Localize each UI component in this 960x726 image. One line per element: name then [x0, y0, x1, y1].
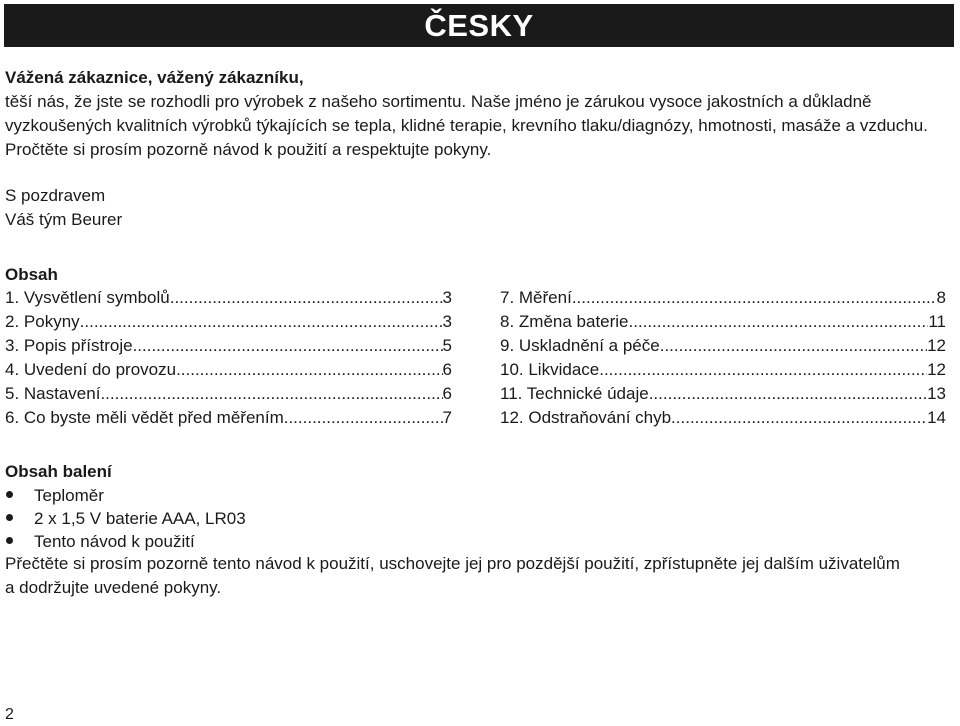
- toc-entry-page: 7: [442, 408, 452, 427]
- toc-entry[interactable]: [5, 406, 452, 430]
- package-note-line: a dodržujte uvedené pokyny.: [5, 578, 222, 597]
- intro-line: Pročtěte si prosím pozorně návod k použití a respektujte pokyny.: [5, 140, 492, 159]
- signoff-signature: Váš tým Beurer: [5, 210, 123, 229]
- list-item: [5, 530, 246, 553]
- toc-entry-label: 3. Popis přístroje: [5, 336, 133, 355]
- language-title: ČESKY: [424, 8, 534, 43]
- toc-entry-label: 2. Pokyny: [5, 312, 80, 331]
- package-contents-heading: Obsah balení: [5, 462, 112, 481]
- toc-column-left: [5, 286, 452, 430]
- toc-entry-label: 5. Nastavení: [5, 384, 101, 403]
- toc-column-right: [500, 286, 946, 430]
- toc-entry-label: 6. Co byste měli vědět před měřením: [5, 408, 284, 427]
- list-item-text: Tento návod k použití: [34, 532, 195, 551]
- toc-entry-page: 6: [442, 360, 452, 379]
- toc-leader-dots: [649, 382, 927, 406]
- toc-leader-dots: [284, 406, 443, 430]
- toc-leader-dots: [660, 334, 927, 358]
- list-item: [5, 484, 246, 507]
- toc-entry-page: 6: [442, 384, 452, 403]
- toc-leader-dots: [599, 358, 927, 382]
- toc-entry-page: 12: [927, 360, 946, 379]
- signoff: [5, 184, 122, 232]
- toc-heading: Obsah: [5, 265, 58, 284]
- language-header-bar: [4, 4, 954, 47]
- intro-line: těší nás, že jste se rozhodli pro výrobek z našeho sortimentu. Naše jméno je zárukou vysoce jakostních a důkladně: [5, 92, 872, 111]
- toc-entry-page: 8: [936, 288, 946, 307]
- toc-entry[interactable]: [500, 286, 946, 310]
- toc-entry[interactable]: [500, 334, 946, 358]
- list-item: [5, 507, 246, 530]
- toc-entry-page: 11: [928, 312, 946, 331]
- package-note: [5, 552, 950, 600]
- package-contents-list: [5, 484, 246, 553]
- toc-entry[interactable]: [5, 286, 452, 310]
- toc-leader-dots: [176, 358, 442, 382]
- toc-entry-label: 8. Změna baterie: [500, 312, 629, 331]
- toc-entry-label: 4. Uvedení do provozu: [5, 360, 177, 379]
- toc-entry[interactable]: [5, 334, 452, 358]
- toc-entry[interactable]: [500, 406, 946, 430]
- toc-entry-label: 11. Technické údaje: [500, 384, 649, 403]
- package-note-line: Přečtěte si prosím pozorně tento návod k použití, uschovejte jej pro pozdější použití, zpřístupněte jej dalším uživatelům: [5, 554, 900, 573]
- page-number: 2: [5, 706, 14, 723]
- bullet-icon: [6, 491, 16, 501]
- toc-entry[interactable]: [5, 382, 452, 406]
- toc-entry-page: 14: [927, 408, 946, 427]
- toc-entry-label: 1. Vysvětlení symbolů: [5, 288, 170, 307]
- toc-entry[interactable]: [500, 310, 946, 334]
- toc-leader-dots: [629, 310, 929, 334]
- toc-leader-dots: [170, 286, 443, 310]
- toc-entry-page: 3: [442, 288, 452, 307]
- toc-leader-dots: [100, 382, 442, 406]
- toc-entry[interactable]: [500, 358, 946, 382]
- toc-entry-label: 7. Měření: [500, 288, 572, 307]
- toc-entry-page: 3: [442, 312, 452, 331]
- bullet-icon: [6, 537, 16, 547]
- signoff-line: S pozdravem: [5, 186, 106, 205]
- list-item-text: 2 x 1,5 V baterie AAA, LR03: [34, 509, 246, 528]
- toc-entry-label: 12. Odstraňování chyb: [500, 408, 672, 427]
- bullet-icon: [6, 514, 16, 524]
- toc-entry-page: 12: [927, 336, 946, 355]
- toc-entry[interactable]: [5, 358, 452, 382]
- toc-leader-dots: [671, 406, 927, 430]
- toc-leader-dots: [572, 286, 937, 310]
- intro-section: [5, 66, 950, 162]
- list-item-text: Teploměr: [34, 486, 104, 505]
- toc-entry-label: 10. Likvidace: [500, 360, 600, 379]
- toc-entry-page: 5: [442, 336, 452, 355]
- intro-line: vyzkoušených kvalitních výrobků týkajících se tepla, klidné terapie, krevního tlaku/diagnózy, hmotnosti, masáže a vzduchu.: [5, 116, 928, 135]
- toc-leader-dots: [133, 334, 443, 358]
- toc-entry[interactable]: [500, 382, 946, 406]
- toc-entry[interactable]: [5, 310, 452, 334]
- toc-entry-label: 9. Uskladnění a péče: [500, 336, 660, 355]
- toc-leader-dots: [80, 310, 443, 334]
- greeting: Vážená zákaznice, vážený zákazníku,: [5, 68, 304, 87]
- toc-entry-page: 13: [927, 384, 946, 403]
